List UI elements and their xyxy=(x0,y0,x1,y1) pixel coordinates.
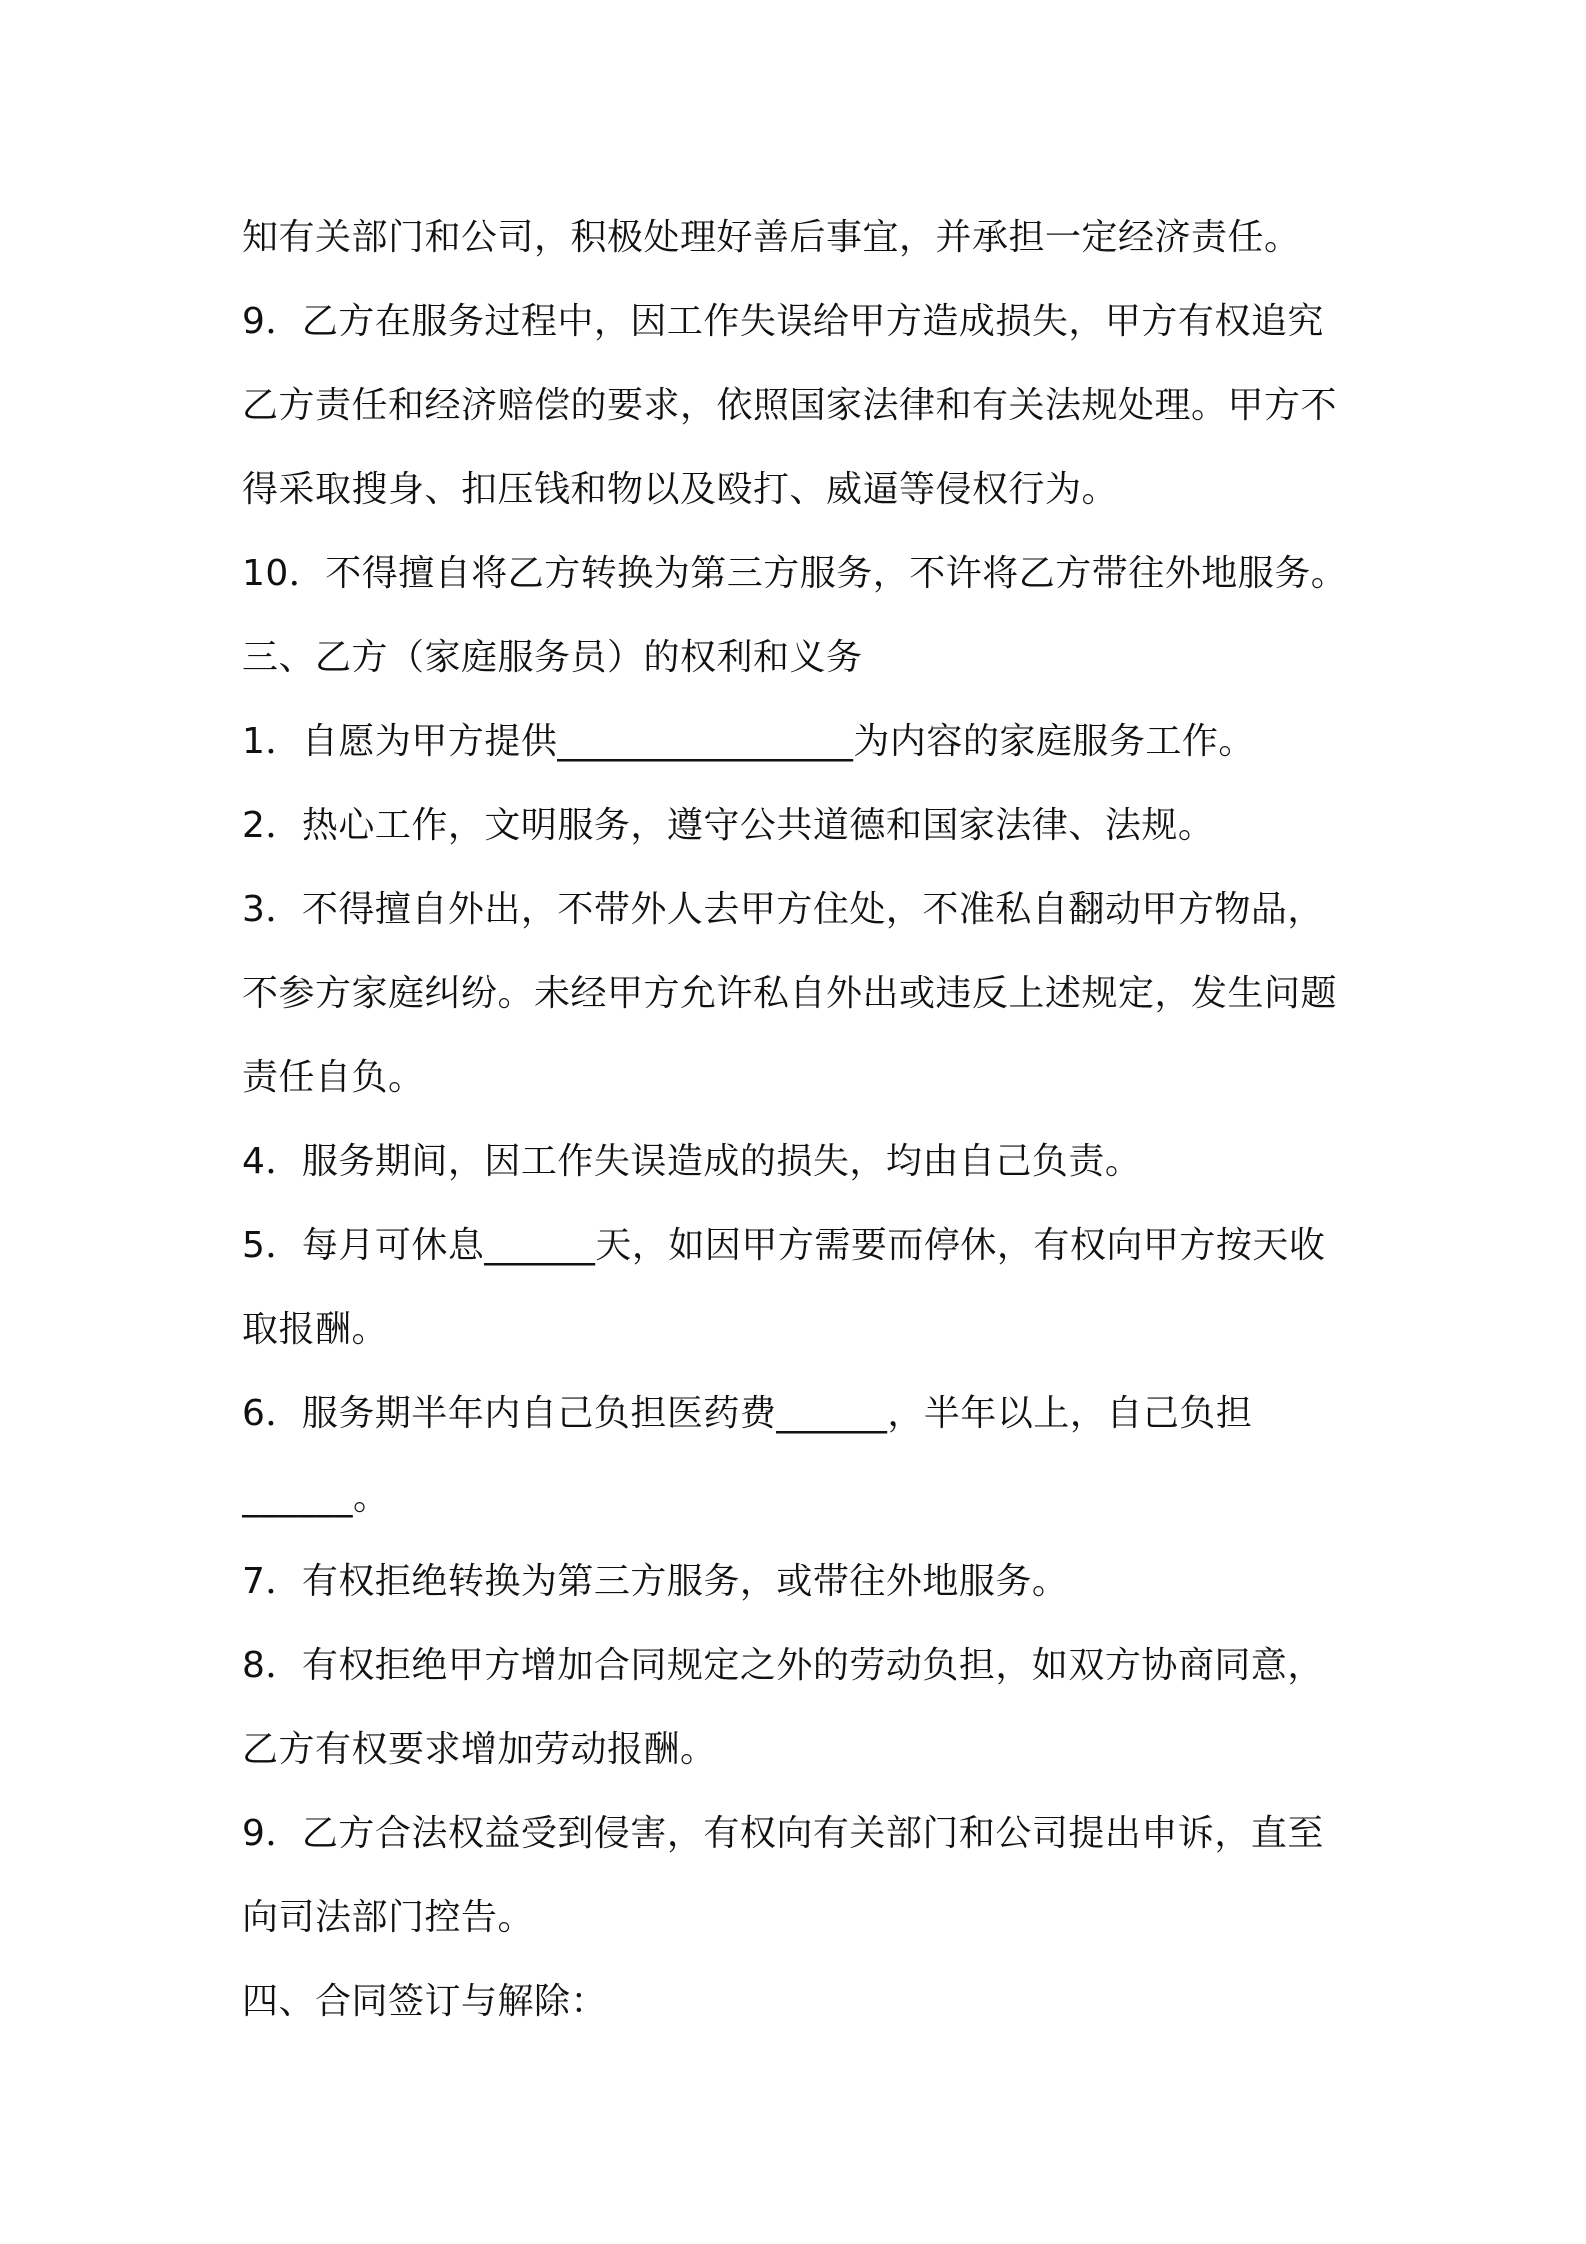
section-heading: 四、合同签订与解除： xyxy=(242,1981,608,2022)
section-heading: 三、乙方（家庭服务员）的权利和义务 xyxy=(242,637,863,678)
clause-7-line: 7．有权拒绝转换为第三方服务，或带往外地服务。 xyxy=(242,1561,1069,1602)
clause-10-line: 10．不得擅自将乙方转换为第三方服务，不许将乙方带往外地服务。 xyxy=(242,553,1348,594)
text-line: 不参方家庭纠纷。未经甲方允许私自外出或违反上述规定，发生问题 xyxy=(242,973,1338,1014)
clause-1-line: 1．自愿为甲方提供________________为内容的家庭服务工作。 xyxy=(242,721,1255,762)
text-line: 取报酬。 xyxy=(242,1309,389,1350)
clause-9-line: 9．乙方在服务过程中，因工作失误给甲方造成损失，甲方有权追究 xyxy=(242,301,1324,342)
clause-3-line: 3．不得擅自外出，不带外人去甲方住处，不准私自翻动甲方物品， xyxy=(242,889,1324,930)
clause-6-line: 6．服务期半年内自己负担医药费______，半年以上，自己负担 xyxy=(242,1393,1253,1434)
clause-2-line: 2．热心工作，文明服务，遵守公共道德和国家法律、法规。 xyxy=(242,805,1215,846)
text-line: 乙方有权要求增加劳动报酬。 xyxy=(242,1729,717,1770)
text-line: 向司法部门控告。 xyxy=(242,1897,535,1938)
text-line: ______。 xyxy=(242,1477,390,1518)
text-line: 乙方责任和经济赔偿的要求，依照国家法律和有关法规处理。甲方不 xyxy=(242,385,1338,426)
document-body xyxy=(242,196,1362,2044)
clause-9-line: 9．乙方合法权益受到侵害，有权向有关部门和公司提出申诉，直至 xyxy=(242,1813,1324,1854)
clause-5-line: 5．每月可休息______天，如因甲方需要而停休，有权向甲方按天收 xyxy=(242,1225,1326,1266)
clause-4-line: 4．服务期间，因工作失误造成的损失，均由自己负责。 xyxy=(242,1141,1142,1182)
clause-8-line: 8．有权拒绝甲方增加合同规定之外的劳动负担，如双方协商同意， xyxy=(242,1645,1324,1686)
text-line: 责任自负。 xyxy=(242,1057,425,1098)
text-line: 得采取搜身、扣压钱和物以及殴打、威逼等侵权行为。 xyxy=(242,469,1119,510)
text-line: 知有关部门和公司，积极处理好善后事宜，并承担一定经济责任。 xyxy=(242,217,1301,258)
